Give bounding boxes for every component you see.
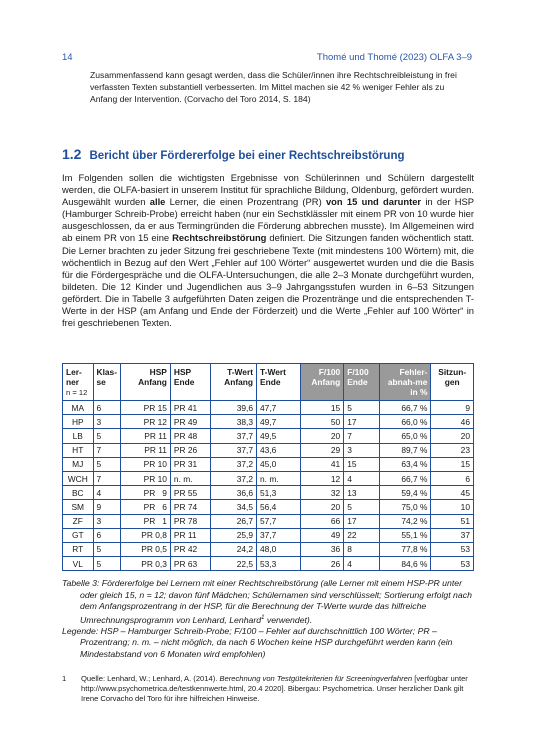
col-header-klasse: Klas-se (93, 364, 120, 401)
table-row (63, 557, 474, 571)
body-paragraph (62, 172, 474, 329)
cell-abnahme: 74,2 % (380, 514, 431, 528)
cell-f100-anfang: 26 (300, 557, 344, 571)
col-header-f100-anfang: F/100 Anfang (300, 364, 344, 401)
block-quote: Zusammenfassend kann gesagt werden, dass die Schüler/innen ihre Rechtschreibleistung in frei verfassten Texten substantiell verbesserten. Im Mittel machen sie 42 % weniger Fehler als zu Anfang der Intervention. (Corvacho del Toro 2014, S. 184) (90, 70, 457, 104)
cell-lerner: MJ (63, 457, 94, 471)
table-row (63, 401, 474, 415)
col-header-t-anfang: T-Wert Anfang (211, 364, 257, 401)
cell-sitzungen: 10 (431, 500, 474, 514)
cell-klasse: 3 (93, 415, 120, 429)
cell-klasse: 6 (93, 401, 120, 415)
cell-lerner: RT (63, 542, 94, 556)
cell-f100-ende: 7 (344, 429, 380, 443)
cell-f100-anfang: 36 (300, 542, 344, 556)
cell-f100-anfang: 41 (300, 457, 344, 471)
cell-abnahme: 75,0 % (380, 500, 431, 514)
cell-f100-ende: 3 (344, 443, 380, 457)
cell-t-ende: 43,6 (257, 443, 301, 457)
cell-hsp-ende: PR 74 (170, 500, 210, 514)
cell-t-anfang: 25,9 (211, 528, 257, 542)
cell-hsp-ende: PR 26 (170, 443, 210, 457)
cell-abnahme: 77,8 % (380, 542, 431, 556)
cell-klasse: 5 (93, 557, 120, 571)
footnote-text: Quelle: Lenhard, W.; Lenhard, A. (2014). Berechnung von Testgütekriterien für Screeningverfahren [verfügbar unter http://www.psychometrica.de/testkennwerte.html, 20.4 2020]. Bibergau: Psychometrica. Unser herzlicher Dank gilt Irene Corvacho del Toro für ihre hilfreichen Hinweise. (81, 674, 468, 703)
cell-f100-ende: 13 (344, 486, 380, 500)
cell-sitzungen: 53 (431, 542, 474, 556)
cell-hsp-anfang: PR 10 (120, 471, 170, 485)
cell-t-ende: 53,3 (257, 557, 301, 571)
caption-legend: Legende: HSP – Hamburger Schreib-Probe; F/100 – Fehler auf durchschnittlich 100 Wörter; PR – Prozentrang; n. m. – nicht möglich, da nach 6 Wochen keine HSP durchgeführt werden kann (ein Mindestabstand von 6 Monaten wird empfohlen) (62, 625, 453, 659)
col-header-abnahme: Fehler-abnah-me in % (380, 364, 431, 401)
cell-f100-anfang: 49 (300, 528, 344, 542)
cell-f100-anfang: 66 (300, 514, 344, 528)
cell-t-anfang: 37,7 (211, 443, 257, 457)
cell-klasse: 9 (93, 500, 120, 514)
cell-lerner: ZF (63, 514, 94, 528)
section-heading (62, 146, 405, 164)
table-header-row (63, 364, 474, 401)
cell-f100-anfang: 20 (300, 429, 344, 443)
cell-hsp-anfang: PR 9 (120, 486, 170, 500)
cell-t-anfang: 26,7 (211, 514, 257, 528)
cell-f100-anfang: 15 (300, 401, 344, 415)
cell-sitzungen: 45 (431, 486, 474, 500)
table-row (63, 528, 474, 542)
col-header-t-ende: T-Wert Ende (257, 364, 301, 401)
cell-hsp-anfang: PR 0,8 (120, 528, 170, 542)
cell-lerner: WCH (63, 471, 94, 485)
cell-abnahme: 59,4 % (380, 486, 431, 500)
col-header-hsp-anfang: HSP Anfang (120, 364, 170, 401)
footnote-mark: 1 (62, 674, 67, 683)
running-head: Thomé und Thomé (2023) OLFA 3–9 (316, 52, 472, 63)
col-header-lerner: Ler-ner n = 12 (63, 364, 94, 401)
section-number: 1.2 (62, 146, 82, 162)
cell-klasse: 5 (93, 457, 120, 471)
cell-klasse: 7 (93, 471, 120, 485)
col-header-sitzungen: Sitzun-gen (431, 364, 474, 401)
cell-abnahme: 66,0 % (380, 415, 431, 429)
cell-f100-anfang: 50 (300, 415, 344, 429)
cell-f100-anfang: 20 (300, 500, 344, 514)
cell-f100-ende: 4 (344, 557, 380, 571)
table-row (63, 542, 474, 556)
cell-hsp-ende: PR 49 (170, 415, 210, 429)
table-row (63, 415, 474, 429)
cell-t-anfang: 38,3 (211, 415, 257, 429)
cell-klasse: 4 (93, 486, 120, 500)
cell-f100-ende: 17 (344, 514, 380, 528)
cell-hsp-anfang: PR 1 (120, 514, 170, 528)
cell-t-ende: 51,3 (257, 486, 301, 500)
cell-sitzungen: 51 (431, 514, 474, 528)
cell-hsp-ende: PR 63 (170, 557, 210, 571)
cell-klasse: 5 (93, 542, 120, 556)
cell-t-ende: 49,7 (257, 415, 301, 429)
cell-f100-ende: 15 (344, 457, 380, 471)
section-title: Bericht über Fördererfolge bei einer Rechtschreibstörung (89, 150, 405, 162)
cell-lerner: BC (63, 486, 94, 500)
page-number: 14 (62, 52, 73, 63)
cell-hsp-anfang: PR 0,3 (120, 557, 170, 571)
cell-hsp-ende: PR 41 (170, 401, 210, 415)
cell-t-anfang: 34,5 (211, 500, 257, 514)
table-row (63, 443, 474, 457)
cell-abnahme: 66,7 % (380, 471, 431, 485)
cell-t-anfang: 22,5 (211, 557, 257, 571)
cell-t-anfang: 24,2 (211, 542, 257, 556)
footnote (62, 674, 474, 704)
table-row (63, 429, 474, 443)
cell-f100-ende: 17 (344, 415, 380, 429)
cell-t-anfang: 39,6 (211, 401, 257, 415)
cell-hsp-ende: n. m. (170, 471, 210, 485)
cell-f100-ende: 5 (344, 401, 380, 415)
cell-klasse: 5 (93, 429, 120, 443)
cell-hsp-anfang: PR 11 (120, 429, 170, 443)
cell-t-anfang: 37,7 (211, 429, 257, 443)
body-bold-run: von 15 und darunter (325, 196, 422, 208)
body-bold-run: Rechtschreibstörung (172, 232, 267, 244)
cell-hsp-anfang: PR 10 (120, 457, 170, 471)
cell-f100-anfang: 32 (300, 486, 344, 500)
table-row (63, 457, 474, 471)
cell-f100-ende: 4 (344, 471, 380, 485)
cell-abnahme: 63,4 % (380, 457, 431, 471)
cell-abnahme: 84,6 % (380, 557, 431, 571)
cell-hsp-anfang: PR 15 (120, 401, 170, 415)
col-header-f100-ende: F/100 Ende (344, 364, 380, 401)
cell-sitzungen: 20 (431, 429, 474, 443)
cell-t-ende: 48,0 (257, 542, 301, 556)
cell-t-ende: n. m. (257, 471, 301, 485)
cell-hsp-ende: PR 11 (170, 528, 210, 542)
col-header-hsp-ende: HSP Ende (170, 364, 210, 401)
cell-abnahme: 89,7 % (380, 443, 431, 457)
body-text-run: Im Folgenden sollen die wichtigsten Ergebnisse von Schülerinnen und Schülern dargestellt werden, die OLFA-basiert in unserem Institut für sprachliche Bildung, Oldenburg, gefördert wurden. Ausgewählt wurden (62, 172, 474, 208)
body-text-run: definiert. Die Sitzungen fanden wöchentlich statt. Die Lerner brachten zu jeder Sitzung frei geschriebene Texte (mit mindestens 100 Wörtern) mit, die wöchentlich in Bezug auf den Wert „Fehler auf 100 Wörter“ ausgewertet wurden und die die Basis für die Fördergespräche und die OLFA-Untersuchungen, die alle 2–3 Monate durchgeführt wurden, bildeten. Die 12 Kinder und Jugendlichen aus 3–9 Jahrgangsstufen wurden in 6–53 Sitzungen gefördert. Die in Tabelle 3 aufgeführten Daten zeigen die Prozentränge und die entsprechenden T-Werte in der HSP (am Anfang und Ende der Förderzeit) und die Werte „Fehler auf 100 Wörter“ in frei geschriebenen Texten. (62, 232, 474, 329)
cell-lerner: GT (63, 528, 94, 542)
cell-sitzungen: 53 (431, 557, 474, 571)
cell-f100-ende: 5 (344, 500, 380, 514)
cell-lerner: MA (63, 401, 94, 415)
cell-hsp-ende: PR 55 (170, 486, 210, 500)
table-caption (62, 578, 474, 660)
cell-hsp-ende: PR 78 (170, 514, 210, 528)
cell-lerner: VL (63, 557, 94, 571)
cell-f100-anfang: 12 (300, 471, 344, 485)
cell-hsp-ende: PR 42 (170, 542, 210, 556)
cell-lerner: HP (63, 415, 94, 429)
cell-t-ende: 49,5 (257, 429, 301, 443)
cell-t-anfang: 37,2 (211, 457, 257, 471)
table-row (63, 486, 474, 500)
cell-sitzungen: 23 (431, 443, 474, 457)
table-row (63, 471, 474, 485)
cell-hsp-anfang: PR 12 (120, 415, 170, 429)
col-header-lerner-n: n = 12 (66, 388, 88, 397)
cell-klasse: 7 (93, 443, 120, 457)
table-row (63, 514, 474, 528)
table-row (63, 500, 474, 514)
caption-main: Tabelle 3: Fördererfolge bei Lernern mit einer Rechtschreibstörung (alle Lerner mit einem HSP-PR unter oder gleich 15, n = 12; davon fünf Mädchen; Schülernamen sind verschlüsselt; Sortierung erfolgt nach dem Anfangsprozentrang in der HSP, für die Berechnung der T-Werte wurde das hilfreiche Umrechnungsprogramm von Lenhard, Lenhard$^1$ verwendet). (62, 578, 472, 625)
cell-sitzungen: 6 (431, 471, 474, 485)
body-text-run: Lerner, die einen Prozentrang (PR) (165, 196, 326, 208)
body-text-run: in der HSP (Hamburger Schreib-Probe) erreicht haben (nur ein Sechstklässler mit einem PR von 10 wurde hier ausgeschlossen, da er aus Termingründen die Förderung abbrechen musste). Im Allgemeinen wird ab einem PR von 15 eine (62, 196, 474, 244)
cell-f100-ende: 8 (344, 542, 380, 556)
cell-hsp-anfang: PR 0,5 (120, 542, 170, 556)
cell-abnahme: 65,0 % (380, 429, 431, 443)
cell-f100-ende: 22 (344, 528, 380, 542)
cell-klasse: 3 (93, 514, 120, 528)
body-bold-run: alle (149, 196, 166, 208)
cell-t-ende: 37,7 (257, 528, 301, 542)
cell-klasse: 6 (93, 528, 120, 542)
cell-lerner: HT (63, 443, 94, 457)
cell-abnahme: 55,1 % (380, 528, 431, 542)
cell-t-ende: 56,4 (257, 500, 301, 514)
cell-sitzungen: 9 (431, 401, 474, 415)
cell-sitzungen: 46 (431, 415, 474, 429)
cell-hsp-ende: PR 48 (170, 429, 210, 443)
cell-hsp-anfang: PR 6 (120, 500, 170, 514)
cell-t-ende: 47,7 (257, 401, 301, 415)
cell-t-ende: 57,7 (257, 514, 301, 528)
cell-sitzungen: 37 (431, 528, 474, 542)
cell-hsp-ende: PR 31 (170, 457, 210, 471)
cell-t-ende: 45,0 (257, 457, 301, 471)
cell-lerner: LB (63, 429, 94, 443)
cell-t-anfang: 36,6 (211, 486, 257, 500)
cell-abnahme: 66,7 % (380, 401, 431, 415)
cell-t-anfang: 37,2 (211, 471, 257, 485)
cell-lerner: SM (63, 500, 94, 514)
cell-hsp-anfang: PR 11 (120, 443, 170, 457)
cell-f100-anfang: 29 (300, 443, 344, 457)
results-table (62, 363, 474, 571)
table-body (63, 401, 474, 571)
cell-sitzungen: 15 (431, 457, 474, 471)
